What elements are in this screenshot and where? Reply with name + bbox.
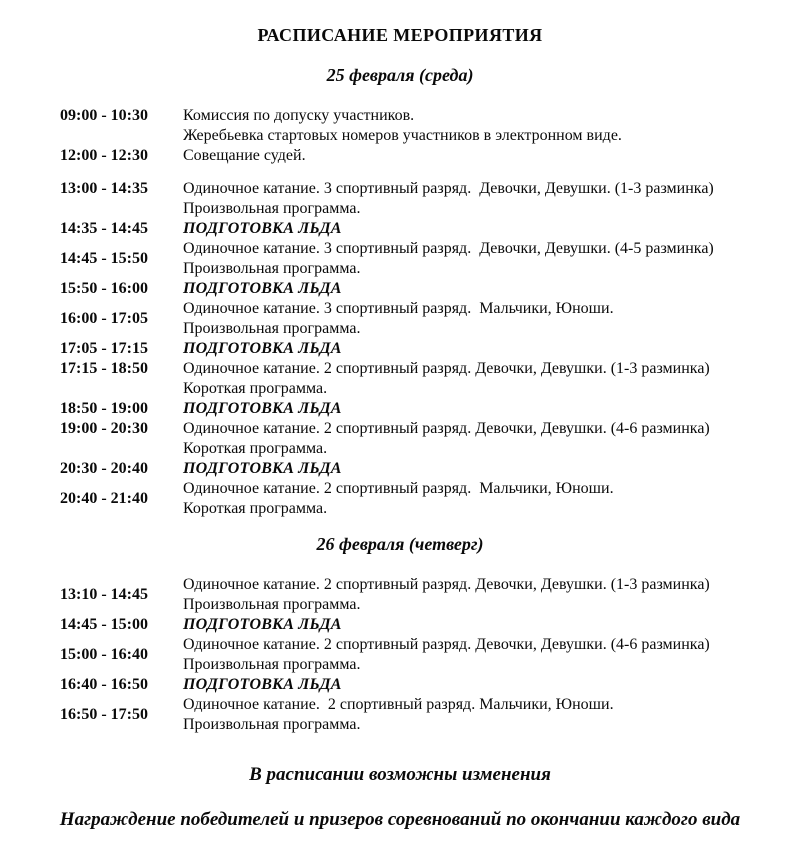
time-range: 19:00 - 20:30 bbox=[60, 420, 148, 437]
event-description bbox=[183, 279, 774, 299]
event-line: Одиночное катание. 2 спортивный разряд. Мальчики, Юноши. bbox=[183, 696, 614, 713]
event-description bbox=[183, 179, 774, 219]
event-line: Комиссия по допуску участников. bbox=[183, 107, 415, 124]
event-line: ПОДГОТОВКА ЛЬДА bbox=[183, 460, 342, 477]
event-description bbox=[183, 615, 774, 635]
time-range: 20:30 - 20:40 bbox=[60, 460, 148, 477]
schedule-days bbox=[26, 64, 774, 735]
event-line: Произвольная программа. bbox=[183, 320, 361, 337]
time-range: 16:50 - 17:50 bbox=[60, 706, 148, 723]
event-line: Короткая программа. bbox=[183, 440, 328, 457]
day-rows bbox=[26, 106, 774, 519]
event-line: ПОДГОТОВКА ЛЬДА bbox=[183, 676, 342, 693]
event-description bbox=[183, 695, 774, 735]
time-range: 13:10 - 14:45 bbox=[60, 586, 148, 603]
time-range: 17:15 - 18:50 bbox=[60, 360, 148, 377]
event-line: Произвольная программа. bbox=[183, 200, 361, 217]
event-line: Одиночное катание. 3 спортивный разряд. Мальчики, Юноши. bbox=[183, 300, 614, 317]
event-description bbox=[183, 339, 774, 359]
schedule-row bbox=[26, 695, 774, 735]
time-range: 09:00 - 10:30 bbox=[60, 107, 148, 124]
event-line: ПОДГОТОВКА ЛЬДА bbox=[183, 400, 342, 417]
event-description bbox=[183, 359, 774, 399]
event-line: Одиночное катание. 2 спортивный разряд. Девочки, Девушки. (4-6 разминка) bbox=[183, 420, 710, 437]
event-description bbox=[183, 399, 774, 419]
ice-resurfacing-row bbox=[26, 279, 774, 299]
event-line: Короткая программа. bbox=[183, 500, 328, 517]
schedule-row bbox=[26, 419, 774, 459]
schedule-row bbox=[26, 635, 774, 675]
ice-resurfacing-row bbox=[26, 675, 774, 695]
event-line: ПОДГОТОВКА ЛЬДА bbox=[183, 220, 342, 237]
time-range: 16:00 - 17:05 bbox=[60, 310, 148, 327]
day-section bbox=[26, 533, 774, 735]
schedule-change-note: В расписании возможны изменения bbox=[249, 764, 551, 785]
time-range: 12:00 - 12:30 bbox=[60, 147, 148, 164]
event-description bbox=[183, 419, 774, 459]
ice-resurfacing-row bbox=[26, 615, 774, 635]
event-line: Произвольная программа. bbox=[183, 260, 361, 277]
time-range: 18:50 - 19:00 bbox=[60, 400, 148, 417]
event-line: Совещание судей. bbox=[183, 147, 306, 164]
time-range: 14:45 - 15:50 bbox=[60, 250, 148, 267]
event-line: Жеребьевка стартовых номеров участников в электронном виде. bbox=[183, 127, 622, 144]
event-description bbox=[183, 239, 774, 279]
time-range: 13:00 - 14:35 bbox=[60, 180, 148, 197]
event-description bbox=[183, 146, 774, 166]
ice-resurfacing-row bbox=[26, 399, 774, 419]
time-range: 14:45 - 15:00 bbox=[60, 616, 148, 633]
time-range: 17:05 - 17:15 bbox=[60, 340, 148, 357]
schedule-row bbox=[26, 299, 774, 339]
schedule-row bbox=[26, 106, 774, 146]
schedule-row bbox=[26, 239, 774, 279]
event-line: Произвольная программа. bbox=[183, 656, 361, 673]
schedule-row bbox=[26, 575, 774, 615]
ice-resurfacing-row bbox=[26, 459, 774, 479]
time-range: 14:35 - 14:45 bbox=[60, 220, 148, 237]
event-line: Одиночное катание. 3 спортивный разряд. Девочки, Девушки. (1-3 разминка) bbox=[183, 180, 714, 197]
event-description bbox=[183, 479, 774, 519]
day-heading: 25 февраля (среда) bbox=[326, 65, 474, 85]
event-line: ПОДГОТОВКА ЛЬДА bbox=[183, 340, 342, 357]
event-description bbox=[183, 675, 774, 695]
day-heading: 26 февраля (четверг) bbox=[316, 534, 484, 554]
event-line: Произвольная программа. bbox=[183, 716, 361, 733]
day-section bbox=[26, 64, 774, 519]
time-range: 16:40 - 16:50 bbox=[60, 676, 148, 693]
event-description bbox=[183, 575, 774, 615]
event-line: Короткая программа. bbox=[183, 380, 328, 397]
event-description bbox=[183, 299, 774, 339]
event-line: Произвольная программа. bbox=[183, 596, 361, 613]
schedule-row bbox=[26, 179, 774, 219]
time-range: 20:40 - 21:40 bbox=[60, 490, 148, 507]
schedule-row bbox=[26, 359, 774, 399]
event-description bbox=[183, 106, 774, 146]
day-rows bbox=[26, 575, 774, 735]
event-line: Одиночное катание. 3 спортивный разряд. Девочки, Девушки. (4-5 разминка) bbox=[183, 240, 714, 257]
event-line: ПОДГОТОВКА ЛЬДА bbox=[183, 280, 342, 297]
schedule-row bbox=[26, 479, 774, 519]
ice-resurfacing-row bbox=[26, 339, 774, 359]
event-description bbox=[183, 219, 774, 239]
time-range: 15:00 - 16:40 bbox=[60, 646, 148, 663]
event-line: Одиночное катание. 2 спортивный разряд. Мальчики, Юноши. bbox=[183, 480, 614, 497]
event-line: Одиночное катание. 2 спортивный разряд. Девочки, Девушки. (4-6 разминка) bbox=[183, 636, 710, 653]
event-line: Одиночное катание. 2 спортивный разряд. Девочки, Девушки. (1-3 разминка) bbox=[183, 360, 710, 377]
ice-resurfacing-row bbox=[26, 219, 774, 239]
award-ceremony-note: Награждение победителей и призеров соревнований по окончании каждого вида bbox=[59, 809, 741, 830]
page-title: РАСПИСАНИЕ МЕРОПРИЯТИЯ bbox=[257, 25, 543, 45]
event-description bbox=[183, 459, 774, 479]
event-line: ПОДГОТОВКА ЛЬДА bbox=[183, 616, 342, 633]
schedule-row bbox=[26, 146, 774, 166]
event-line: Одиночное катание. 2 спортивный разряд. Девочки, Девушки. (1-3 разминка) bbox=[183, 576, 710, 593]
event-description bbox=[183, 635, 774, 675]
time-range: 15:50 - 16:00 bbox=[60, 280, 148, 297]
